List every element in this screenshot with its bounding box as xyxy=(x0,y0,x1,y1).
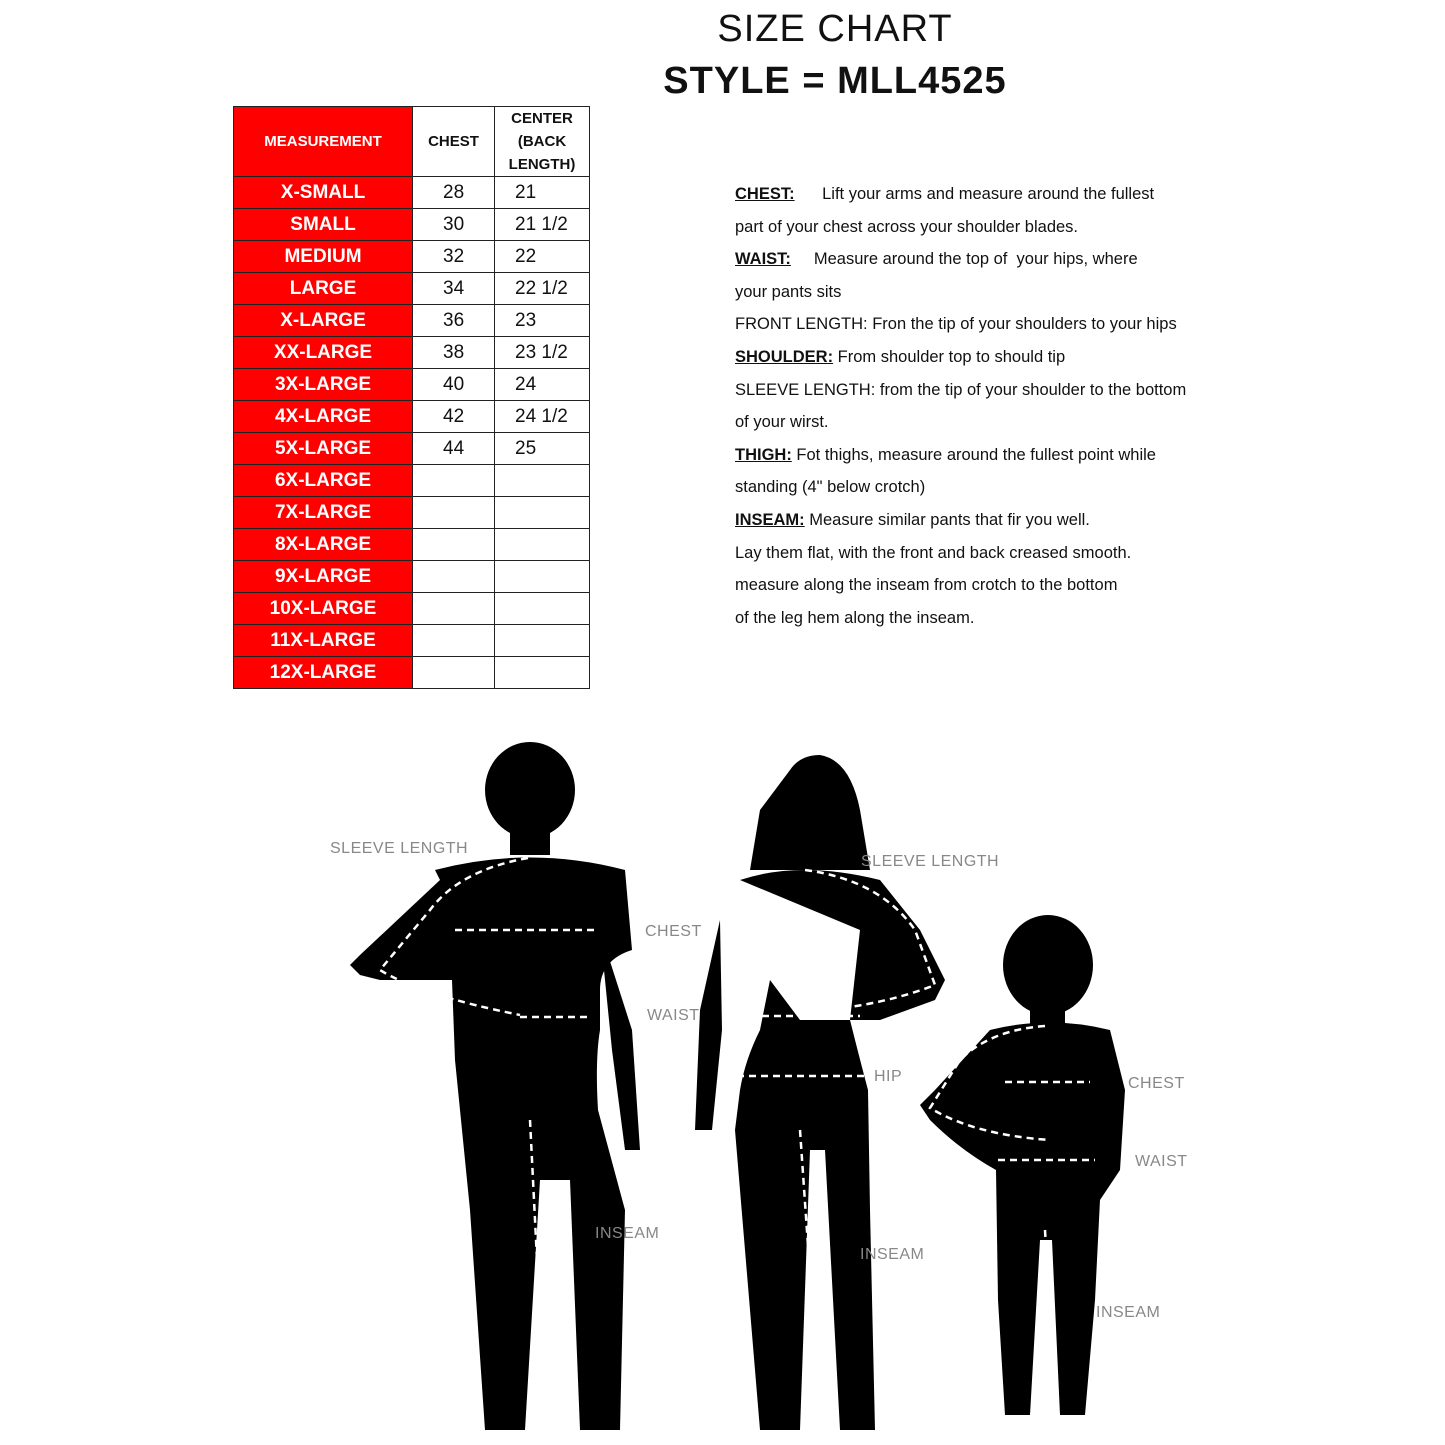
instruction-text: measure along the inseam from crotch to the bottom xyxy=(735,576,1118,595)
header-measurement: MEASUREMENT xyxy=(234,107,413,177)
back-length-cell: 25 xyxy=(495,433,590,465)
instruction-line xyxy=(735,569,1205,602)
instruction-text: Lift your arms and measure around the fullest xyxy=(794,185,1155,203)
table-row xyxy=(234,497,590,529)
size-cell: 3X-LARGE xyxy=(234,369,413,401)
chest-cell xyxy=(413,465,495,497)
instruction-label: INSEAM: xyxy=(735,510,805,529)
size-cell: 8X-LARGE xyxy=(234,529,413,561)
instruction-line xyxy=(735,374,1205,407)
man-waist-label: WAIST xyxy=(647,1007,700,1024)
table-row xyxy=(234,177,590,209)
instruction-label: SHOULDER: xyxy=(735,347,834,366)
instruction-text: SLEEVE LENGTH: from the tip of your shoulder to the bottom xyxy=(735,380,1187,399)
table-row xyxy=(234,369,590,401)
chest-cell: 42 xyxy=(413,401,495,433)
table-row xyxy=(234,657,590,689)
chest-cell xyxy=(413,657,495,689)
table-row xyxy=(234,305,590,337)
table-row xyxy=(234,241,590,273)
instruction-line xyxy=(735,276,1205,309)
chest-cell xyxy=(413,497,495,529)
child-inseam-label: INSEAM xyxy=(1096,1304,1161,1321)
page-title: SIZE CHART xyxy=(717,8,953,50)
instruction-line xyxy=(735,504,1205,537)
size-cell: 7X-LARGE xyxy=(234,497,413,529)
instruction-text: Measure around the top of your hips, where xyxy=(790,250,1138,269)
header-chest: CHEST xyxy=(413,107,495,177)
table-row xyxy=(234,401,590,433)
man-inseam-label: INSEAM xyxy=(595,1225,660,1242)
size-cell: 6X-LARGE xyxy=(234,465,413,497)
back-length-cell: 24 xyxy=(495,369,590,401)
instruction-line xyxy=(735,243,1205,276)
instruction-line xyxy=(735,471,1205,504)
body-measurement-figure xyxy=(0,730,1445,1445)
instruction-text: part of your chest across your shoulder blades. xyxy=(735,217,1079,236)
instruction-text: Measure similar pants that fir you well. xyxy=(804,510,1090,529)
instruction-text: your pants sits xyxy=(735,282,842,301)
size-cell: 11X-LARGE xyxy=(234,625,413,657)
instruction-text: From shoulder top to should tip xyxy=(833,347,1066,366)
table-row xyxy=(234,273,590,305)
instruction-label: WAIST: xyxy=(735,250,791,269)
back-length-cell xyxy=(495,497,590,529)
back-length-cell xyxy=(495,625,590,657)
instruction-text: Lay them flat, with the front and back creased smooth. xyxy=(735,543,1132,562)
size-cell: 9X-LARGE xyxy=(234,561,413,593)
instruction-text: Fot thighs, measure around the fullest point while xyxy=(791,445,1156,464)
table-row xyxy=(234,465,590,497)
instruction-text: of your wirst. xyxy=(735,413,829,432)
back-length-cell: 24 1/2 xyxy=(495,401,590,433)
measuring-instructions xyxy=(735,178,1205,634)
size-cell: LARGE xyxy=(234,273,413,305)
size-cell: X-SMALL xyxy=(234,177,413,209)
instruction-line xyxy=(735,537,1205,570)
man-chest-label: CHEST xyxy=(645,923,702,940)
back-length-cell: 23 1/2 xyxy=(495,337,590,369)
child-silhouette xyxy=(920,915,1125,1415)
back-length-cell: 22 1/2 xyxy=(495,273,590,305)
chest-cell: 40 xyxy=(413,369,495,401)
instruction-line xyxy=(735,439,1205,472)
man-sleeve-label: SLEEVE LENGTH xyxy=(330,840,469,857)
instruction-text: standing (4" below crotch) xyxy=(735,478,926,497)
instruction-line xyxy=(735,341,1205,374)
chest-cell xyxy=(413,561,495,593)
header-back-length: CENTER (BACK LENGTH) xyxy=(495,107,590,177)
table-row xyxy=(234,625,590,657)
size-cell: X-LARGE xyxy=(234,305,413,337)
back-length-cell xyxy=(495,465,590,497)
back-length-cell xyxy=(495,657,590,689)
back-length-cell: 21 1/2 xyxy=(495,209,590,241)
back-length-cell xyxy=(495,561,590,593)
size-cell: XX-LARGE xyxy=(234,337,413,369)
instruction-line xyxy=(735,406,1205,439)
instruction-label: THIGH: xyxy=(735,445,792,464)
instruction-line xyxy=(735,308,1205,341)
style-number: STYLE = MLL4525 xyxy=(663,60,1007,102)
size-cell: MEDIUM xyxy=(234,241,413,273)
instruction-line xyxy=(735,602,1205,635)
table-row xyxy=(234,561,590,593)
woman-sleeve-label: SLEEVE LENGTH xyxy=(861,853,1000,870)
child-chest-label: CHEST xyxy=(1128,1075,1185,1092)
table-row xyxy=(234,593,590,625)
table-row xyxy=(234,529,590,561)
size-cell: 10X-LARGE xyxy=(234,593,413,625)
size-cell: 12X-LARGE xyxy=(234,657,413,689)
instruction-text: FRONT LENGTH: Fron the tip of your shoulders to your hips xyxy=(735,315,1177,334)
chest-cell xyxy=(413,593,495,625)
size-cell: 5X-LARGE xyxy=(234,433,413,465)
chest-cell: 38 xyxy=(413,337,495,369)
chest-cell: 32 xyxy=(413,241,495,273)
woman-inseam-label: INSEAM xyxy=(860,1246,925,1263)
chest-cell: 34 xyxy=(413,273,495,305)
size-cell: SMALL xyxy=(234,209,413,241)
chest-cell xyxy=(413,529,495,561)
back-length-cell: 23 xyxy=(495,305,590,337)
instruction-text: of the leg hem along the inseam. xyxy=(735,608,975,627)
chest-cell: 36 xyxy=(413,305,495,337)
back-length-cell xyxy=(495,529,590,561)
chest-cell: 30 xyxy=(413,209,495,241)
back-length-cell xyxy=(495,593,590,625)
size-table xyxy=(233,106,590,689)
table-row xyxy=(234,337,590,369)
instruction-label: CHEST: xyxy=(735,185,795,203)
table-row xyxy=(234,209,590,241)
chest-cell: 28 xyxy=(413,177,495,209)
woman-hip-label: HIP xyxy=(874,1068,903,1085)
chest-cell xyxy=(413,625,495,657)
back-length-cell: 21 xyxy=(495,177,590,209)
back-length-cell: 22 xyxy=(495,241,590,273)
child-waist-label: WAIST xyxy=(1135,1153,1188,1170)
table-row xyxy=(234,433,590,465)
chest-cell: 44 xyxy=(413,433,495,465)
table-header-row xyxy=(234,107,590,177)
instruction-line xyxy=(735,178,1205,211)
size-cell: 4X-LARGE xyxy=(234,401,413,433)
instruction-line xyxy=(735,211,1205,244)
